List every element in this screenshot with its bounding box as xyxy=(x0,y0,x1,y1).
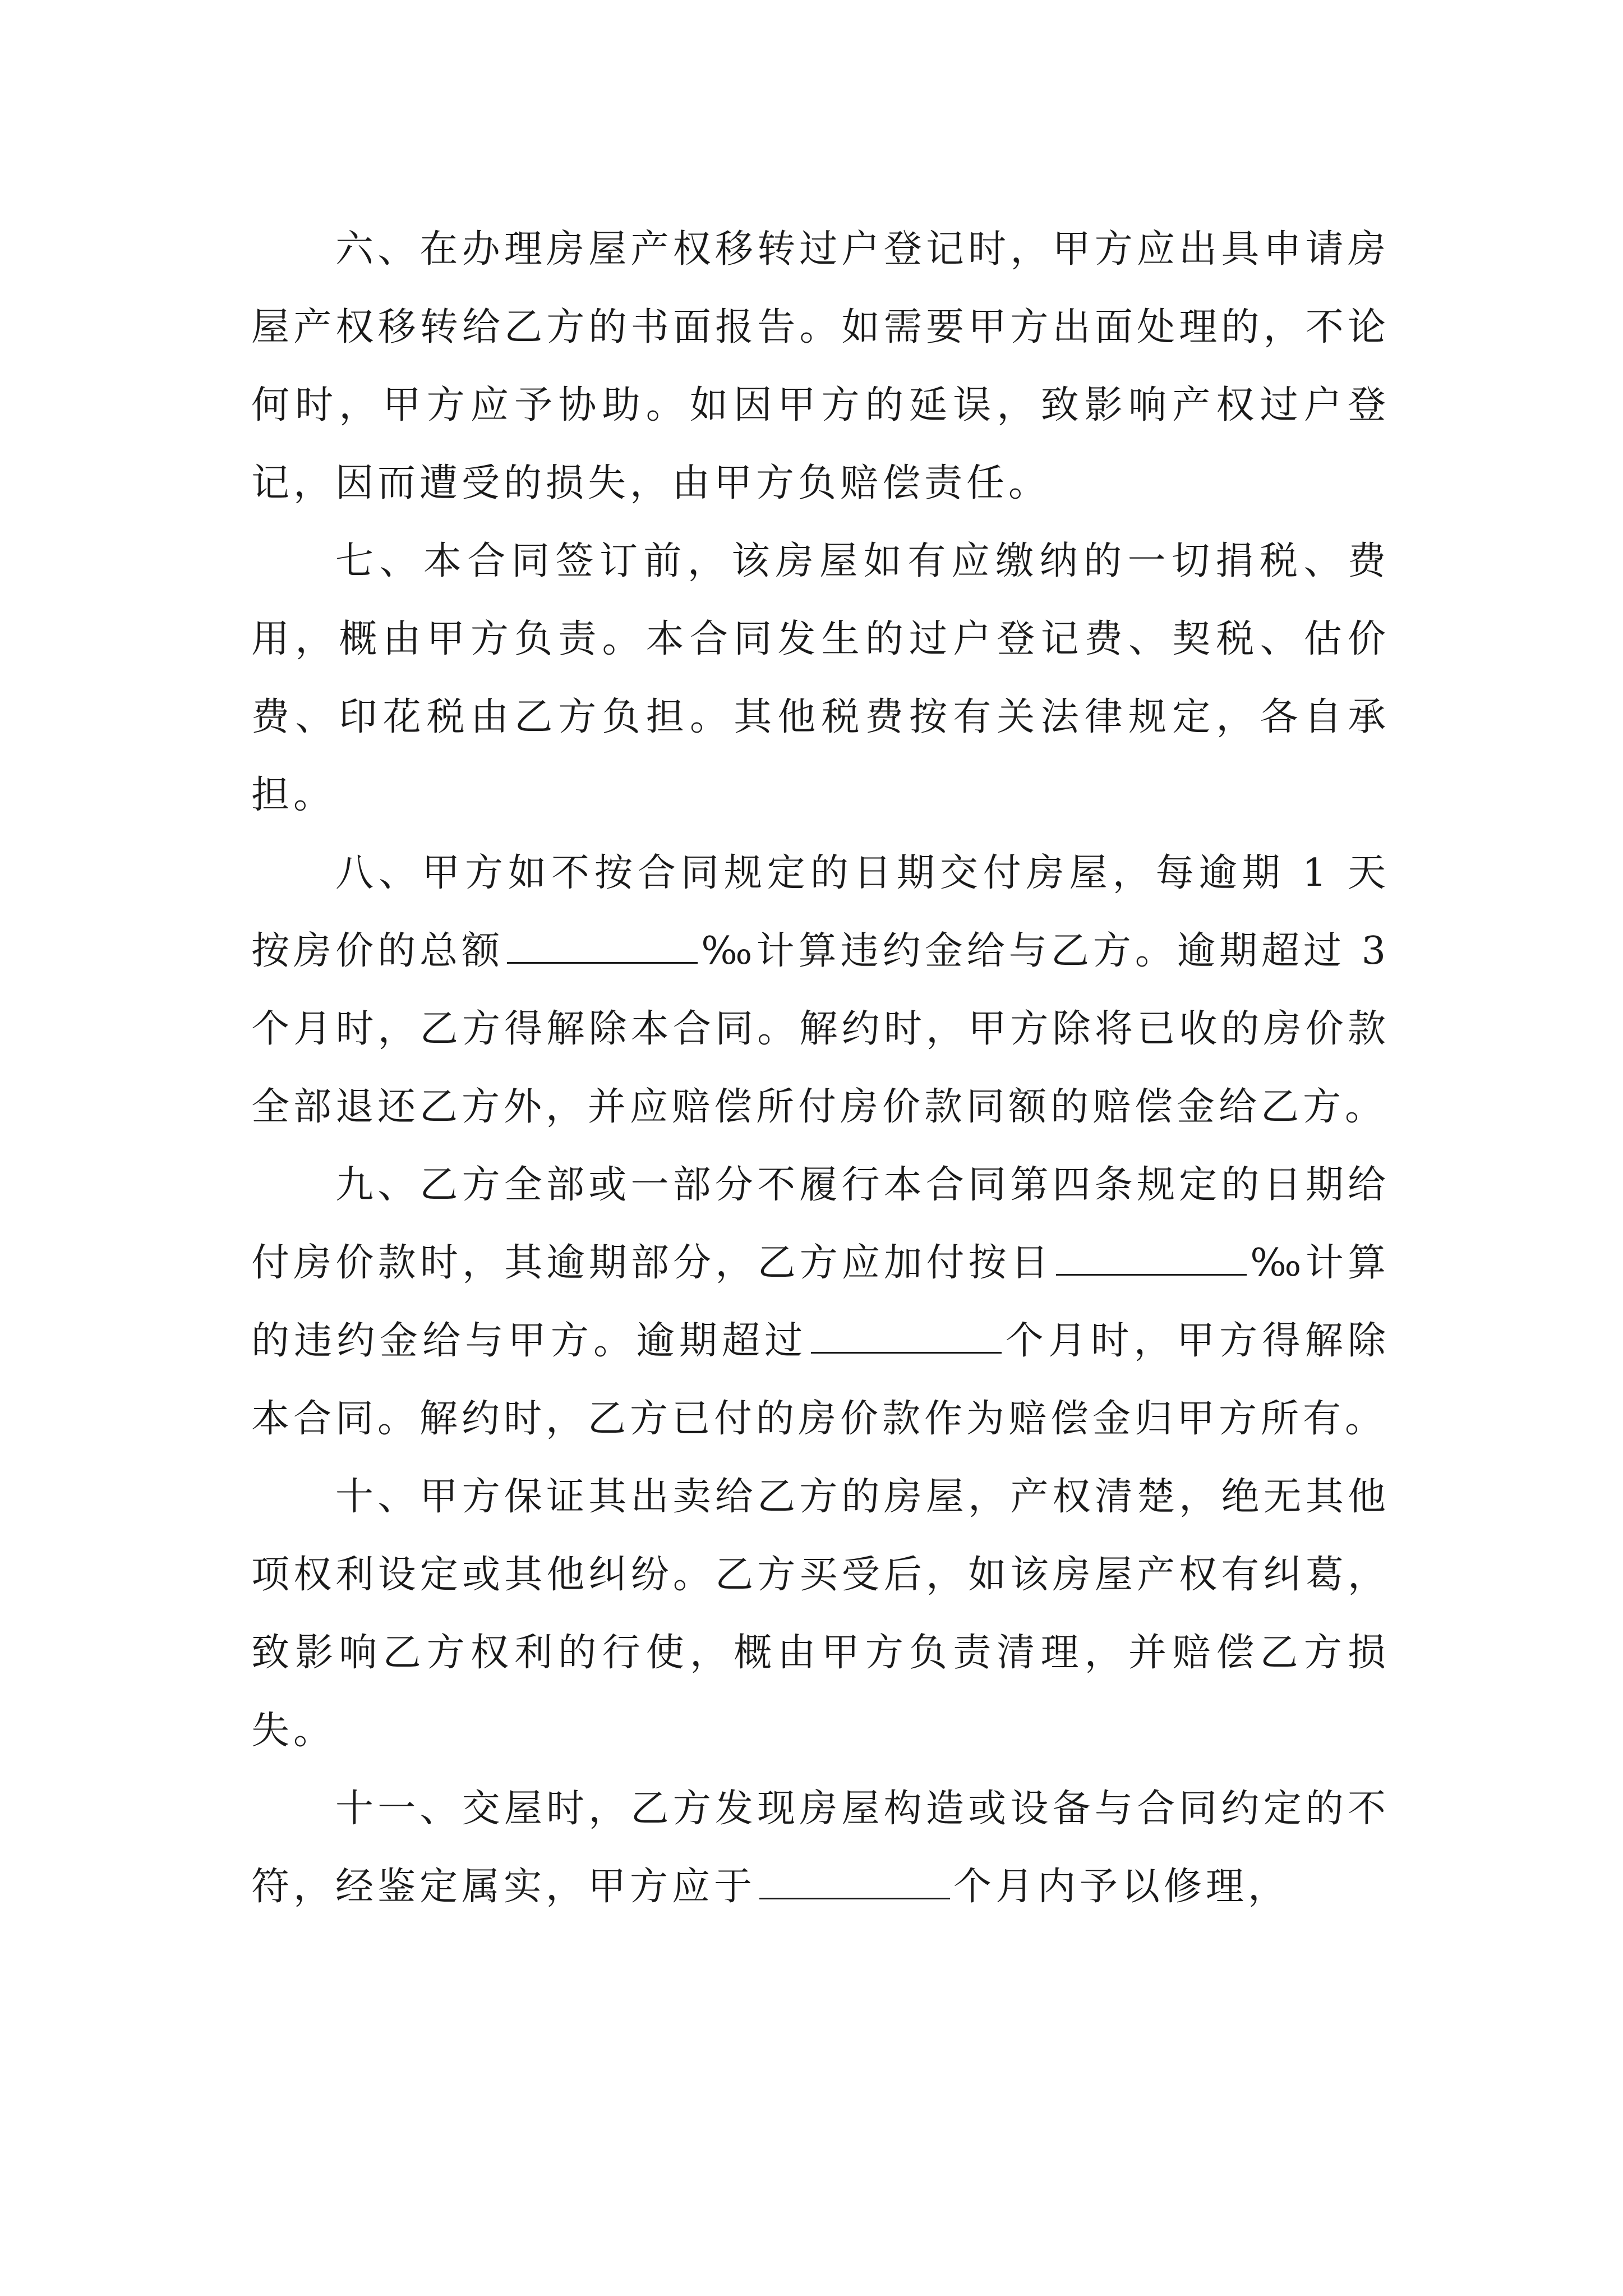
penalty-rate-blank xyxy=(507,961,698,964)
clause-8-text-b: ‰计算违约金给与乙方。逾期超过 3 个月时，乙方得解除本合同。解约时，甲方除将已收的房价款全部退还乙方外，并应赔偿所付房价款同额的赔偿金给乙方。 xyxy=(251,929,1390,1129)
repair-months-blank xyxy=(759,1897,950,1899)
clause-7-paragraph xyxy=(251,522,1390,834)
clause-9-paragraph xyxy=(251,1146,1390,1458)
contract-body xyxy=(251,210,1390,1926)
clause-9-text-a: 九、乙方全部或一部分不履行本合同第四条规定的日期给付房价款时，其逾期部分，乙方应加付按日 xyxy=(251,1163,1390,1285)
clause-9-text-c: 个月时，甲方得解除本合同。解约时，乙方已付的房价款作为赔偿金归甲方所有。 xyxy=(251,1319,1390,1441)
clause-6-text: 六、在办理房屋产权移转过户登记时，甲方应出具申请房屋产权移转给乙方的书面报告。如需要甲方出面处理的，不论何时，甲方应予协助。如因甲方的延误，致影响产权过户登记，因而遭受的损失，由甲方负赔偿责任。 xyxy=(251,227,1390,505)
clause-6-paragraph xyxy=(251,210,1390,522)
clause-7-text: 七、本合同签订前，该房屋如有应缴纳的一切捐税、费用，概由甲方负责。本合同发生的过户登记费、契税、估价费、印花税由乙方负担。其他税费按有关法律规定，各自承担。 xyxy=(251,539,1390,817)
clause-10-text: 十、甲方保证其出卖给乙方的房屋，产权清楚，绝无其他项权利设定或其他纠纷。乙方买受后，如该房屋产权有纠葛，致影响乙方权利的行使，概由甲方负责清理，并赔偿乙方损失。 xyxy=(251,1475,1390,1753)
daily-rate-blank xyxy=(1056,1273,1247,1276)
clause-11-paragraph xyxy=(251,1770,1390,1926)
clause-9-text-b: ‰计算的违约金给与甲方。逾期超过 xyxy=(251,1241,1390,1363)
clause-10-paragraph xyxy=(251,1458,1390,1770)
overdue-months-blank xyxy=(811,1351,1002,1354)
clause-8-paragraph xyxy=(251,834,1390,1146)
clause-8-text-a: 八、甲方如不按合同规定的日期交付房屋，每逾期 1 天按房价的总额 xyxy=(251,851,1390,973)
clause-11-text-a: 十一、交屋时，乙方发现房屋构造或设备与合同约定的不符，经鉴定属实，甲方应于 xyxy=(251,1787,1390,1909)
clause-11-text-b: 个月内予以修理， xyxy=(953,1865,1290,1909)
